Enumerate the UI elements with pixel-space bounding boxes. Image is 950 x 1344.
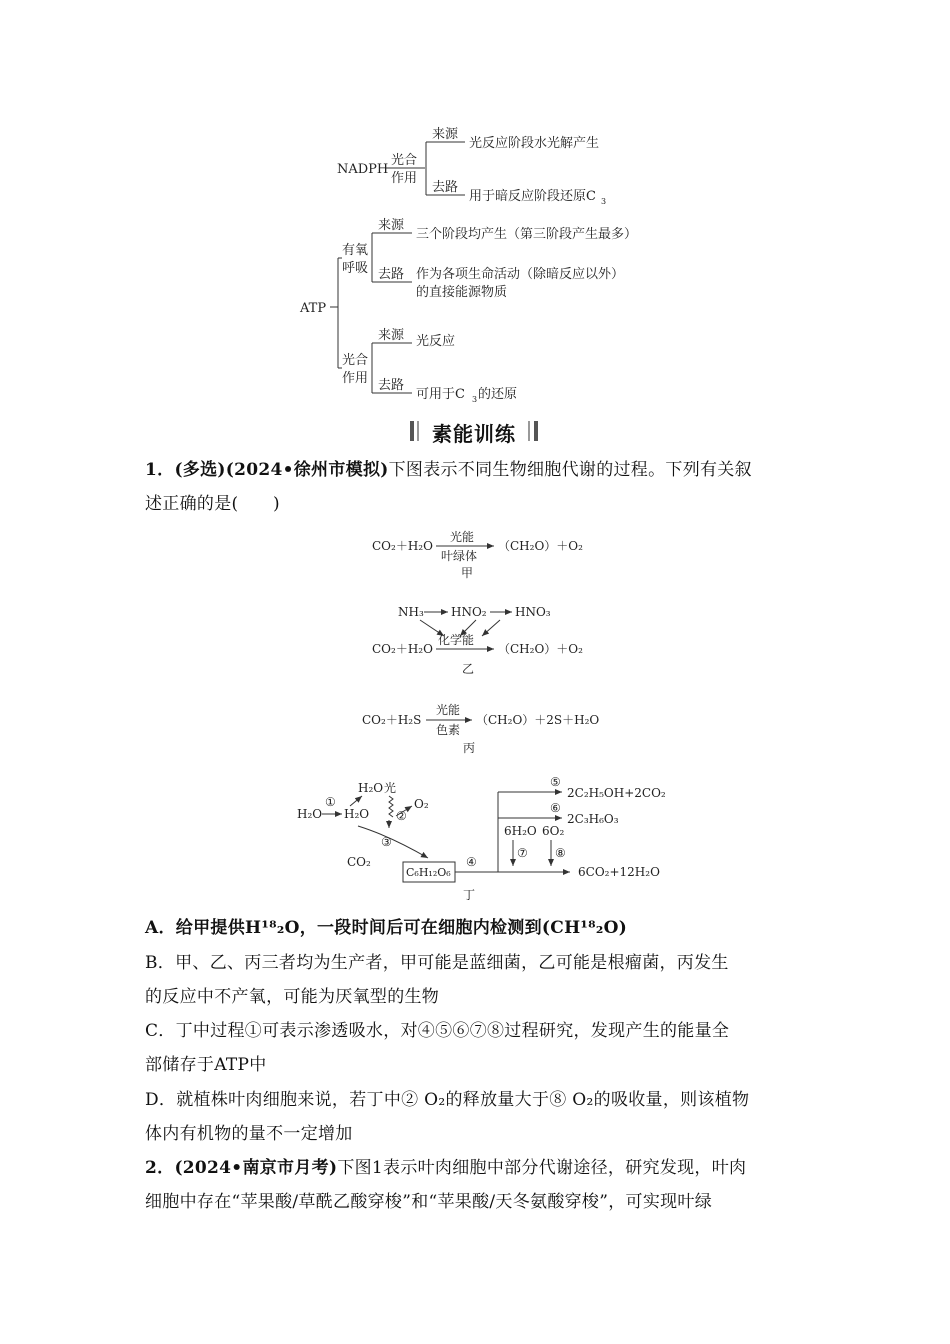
atp-photo-source-label: 来源 [378, 328, 405, 343]
ding-c4: ④ [466, 855, 477, 869]
atp-resp-dest-label: 去路 [378, 267, 405, 282]
q1-line2: 述正确的是( ) [145, 494, 280, 514]
nadph-dest-text: 用于暗反应阶段还原C [469, 189, 596, 204]
yi-top-b: HNO₂ [451, 605, 487, 619]
section-title-text: 素能训练 [432, 422, 516, 446]
ding-o2: O₂ [414, 797, 429, 811]
figure-yi [372, 605, 583, 676]
ding-light: 光 [384, 781, 397, 795]
jia-above: 光能 [450, 530, 475, 544]
q1-stem-part1: 下图表示不同生物细胞代谢的过程。下列有关叙 [388, 460, 752, 480]
option-d-line1: D．就植株叶肉细胞来说，若丁中② O₂的释放量大于⑧ O₂的吸收量，则该植物 [145, 1090, 750, 1110]
atp-resp-branch-line2: 呼吸 [342, 261, 369, 276]
q2-tag: (2024•南京市月考) [174, 1158, 338, 1178]
option-c-line2: 部储存于ATP中 [145, 1055, 267, 1075]
ding-label: 丁 [463, 888, 476, 902]
option-c-line1: C．丁中过程①可表示渗透吸水，对④⑤⑥⑦⑧过程研究，发现产生的能量全 [145, 1021, 730, 1041]
q2-line1 [145, 1156, 746, 1180]
yi-label: 乙 [462, 662, 475, 676]
yi-right: （CH₂O）＋O₂ [498, 642, 583, 656]
atp-photo-dest-text-pre: 可用于C [416, 387, 465, 402]
ding-c5: ⑤ [550, 775, 561, 789]
q1-tag: (多选)(2024•徐州市模拟) [174, 460, 389, 480]
nadph-source-label: 来源 [432, 127, 459, 142]
option-d-line2: 体内有机物的量不一定增加 [145, 1124, 353, 1144]
bing-below: 色素 [436, 723, 461, 737]
q2-line2: 细胞中存在“苹果酸/草酰乙酸穿梭”和“苹果酸/天冬氨酸穿梭”，可实现叶绿 [145, 1192, 713, 1212]
nadph-dest-sub: 3 [601, 197, 607, 206]
jia-below: 叶绿体 [441, 549, 478, 563]
option-b-line1: B．甲、乙、丙三者均为生产者，甲可能是蓝细菌，乙可能是根瘤菌，丙发生 [145, 953, 729, 973]
figure-bing [362, 702, 599, 755]
bing-label: 丙 [463, 741, 476, 755]
nadph-branch-line2: 作用 [391, 171, 418, 186]
jia-left: CO₂＋H₂O [372, 539, 433, 553]
atp-resp-branch-line1: 有氧 [342, 243, 369, 258]
yi-left: CO₂＋H₂O [372, 642, 433, 656]
ding-h2o-a: H₂O [297, 807, 323, 821]
ding-c3: ③ [381, 835, 392, 849]
option-a: A．给甲提供H¹⁸₂O，一段时间后可在细胞内检测到(CH¹⁸₂O) [145, 918, 628, 938]
ding-c8: ⑧ [555, 846, 566, 860]
jia-label: 甲 [461, 566, 474, 580]
atp-photo-dest-label: 去路 [378, 378, 405, 393]
ding-p-final: 6CO₂+12H₂O [578, 865, 660, 879]
bing-above: 光能 [436, 703, 461, 717]
ding-c7: ⑦ [517, 846, 528, 860]
ding-in8: 6O₂ [542, 824, 565, 838]
ding-in7: 6H₂O [504, 824, 537, 838]
jia-right: （CH₂O）＋O₂ [498, 539, 583, 553]
nadph-branch-line1: 光合 [391, 153, 418, 168]
q2-stem-part1: 下图1表示叶肉细胞中部分代谢途径，研究发现，叶肉 [337, 1158, 747, 1178]
ding-h2o-c: H₂O [358, 781, 384, 795]
atp-photo-dest-sub: 3 [472, 395, 478, 404]
ding-glucose: C₆H₁₂O₆ [406, 866, 451, 879]
ding-co2: CO₂ [347, 855, 371, 869]
q2-number: 2． [145, 1158, 175, 1178]
bing-left: CO₂＋H₂S [362, 713, 422, 727]
ding-c6: ⑥ [550, 801, 561, 815]
nadph-root: NADPH [337, 162, 389, 177]
yi-top-c: HNO₃ [515, 605, 551, 619]
atp-photo-source-text: 光反应 [416, 334, 456, 349]
atp-photo-branch-line1: 光合 [342, 353, 369, 368]
atp-resp-source-text: 三个阶段均产生（第三阶段产生最多） [416, 227, 638, 242]
atp-root: ATP [300, 301, 327, 316]
atp-resp-dest-text1: 作为各项生命活动（除暗反应以外） [416, 267, 625, 282]
ding-p5: 2C₂H₅OH+2CO₂ [567, 786, 666, 800]
ding-c1: ① [325, 795, 336, 809]
bing-right: （CH₂O）＋2S＋H₂O [476, 713, 600, 727]
yi-top-a: NH₃ [398, 605, 424, 619]
ding-h2o-b: H₂O [344, 807, 370, 821]
ding-p6: 2C₃H₆O₃ [567, 812, 619, 826]
atp-resp-source-label: 来源 [378, 218, 405, 233]
nadph-source-text: 光反应阶段水光解产生 [469, 136, 600, 151]
atp-photo-branch-line2: 作用 [342, 371, 369, 386]
atp-resp-dest-text2: 的直接能源物质 [416, 285, 508, 300]
figure-ding [297, 775, 666, 902]
nadph-dest-label: 去路 [432, 180, 459, 195]
yi-above: 化学能 [438, 633, 475, 647]
figure-jia [372, 529, 583, 580]
option-b-line2: 的反应中不产氧，可能为厌氧型的生物 [145, 987, 440, 1007]
ding-c2: ② [396, 809, 407, 823]
atp-photo-dest-text-post: 的还原 [478, 387, 518, 402]
q1-number: 1． [145, 460, 175, 480]
